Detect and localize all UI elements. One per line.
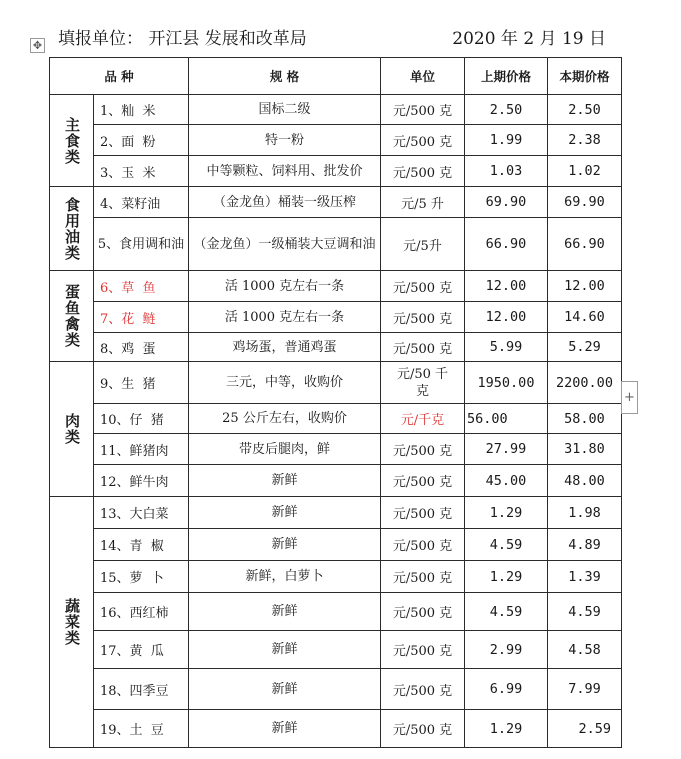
item-unit: 元/500 克 <box>381 434 465 465</box>
item-spec: 新鲜 <box>189 497 381 529</box>
item-unit: 元/500 克 <box>381 497 465 529</box>
report-header <box>58 24 618 50</box>
table-row <box>50 333 622 362</box>
item-spec: 新鲜 <box>189 669 381 710</box>
item-unit: 元/500 克 <box>381 561 465 593</box>
item-name: 13、大白菜 <box>94 497 189 529</box>
item-curr-price: 58.00 <box>548 404 622 434</box>
item-spec: 新鲜 <box>189 631 381 669</box>
item-curr-price: 1.39 <box>548 561 622 593</box>
item-unit: 元/500 克 <box>381 156 465 187</box>
table-row <box>50 497 622 529</box>
item-curr-price: 69.90 <box>548 187 622 218</box>
item-prev-price: 45.00 <box>465 465 548 497</box>
col-header-curr-price: 本期价格 <box>548 58 622 95</box>
item-curr-price: 5.29 <box>548 333 622 362</box>
item-prev-price: 12.00 <box>465 271 548 302</box>
item-prev-price: 2.50 <box>465 95 548 125</box>
item-spec: 鸡场蛋，普通鸡蛋 <box>189 333 381 362</box>
item-name: 10、仔 猪 <box>94 404 189 434</box>
col-header-spec: 规 格 <box>189 58 381 95</box>
table-row <box>50 465 622 497</box>
item-spec: （金龙鱼）一级桶装大豆调和油 <box>189 218 381 271</box>
item-unit: 元/500 克 <box>381 593 465 631</box>
item-spec: 新鲜 <box>189 465 381 497</box>
item-spec: （金龙鱼）桶装一级压榨 <box>189 187 381 218</box>
item-name: 8、鸡 蛋 <box>94 333 189 362</box>
item-prev-price: 5.99 <box>465 333 548 362</box>
item-unit: 元/500 克 <box>381 465 465 497</box>
item-prev-price: 66.90 <box>465 218 548 271</box>
reporting-unit <box>58 24 307 49</box>
col-header-prev-price: 上期价格 <box>465 58 548 95</box>
item-prev-price: 1950.00 <box>465 362 548 404</box>
item-name: 9、生 猪 <box>94 362 189 404</box>
item-unit: 元/千克 <box>381 404 465 434</box>
item-curr-price: 4.59 <box>548 593 622 631</box>
table-row <box>50 529 622 561</box>
item-unit: 元/500 克 <box>381 529 465 561</box>
item-curr-price: 66.90 <box>548 218 622 271</box>
item-unit: 元/50 千克 <box>381 362 465 404</box>
item-curr-price: 4.89 <box>548 529 622 561</box>
item-curr-price: 7.99 <box>548 669 622 710</box>
item-curr-price: 48.00 <box>548 465 622 497</box>
item-prev-price: 4.59 <box>465 593 548 631</box>
item-curr-price: 12.00 <box>548 271 622 302</box>
item-spec: 三元，中等，收购价 <box>189 362 381 404</box>
table-row <box>50 561 622 593</box>
item-spec: 新鲜，白萝卜 <box>189 561 381 593</box>
item-prev-price: 4.59 <box>465 529 548 561</box>
item-unit: 元/500 克 <box>381 125 465 156</box>
table-row <box>50 187 622 218</box>
reporting-unit-label: 填报单位： <box>58 29 143 49</box>
item-prev-price: 69.90 <box>465 187 548 218</box>
item-name: 6、草 鱼 <box>94 271 189 302</box>
item-name: 17、黄 瓜 <box>94 631 189 669</box>
item-curr-price: 2200.00 <box>548 362 622 404</box>
item-prev-price: 27.99 <box>465 434 548 465</box>
item-prev-price: 1.29 <box>465 561 548 593</box>
item-spec: 特一粉 <box>189 125 381 156</box>
item-prev-price: 1.29 <box>465 497 548 529</box>
category-staple: 主食类 <box>50 95 94 187</box>
item-unit: 元/500 克 <box>381 95 465 125</box>
item-name: 19、土 豆 <box>94 710 189 748</box>
table-row <box>50 593 622 631</box>
item-curr-price: 1.98 <box>548 497 622 529</box>
col-header-unit: 单位 <box>381 58 465 95</box>
item-spec: 中等颗粒、饲料用、批发价 <box>189 156 381 187</box>
item-unit: 元/500 克 <box>381 302 465 333</box>
category-vegetables: 蔬菜类 <box>50 497 94 748</box>
item-curr-price: 31.80 <box>548 434 622 465</box>
table-row <box>50 669 622 710</box>
item-unit: 元/500 克 <box>381 669 465 710</box>
item-spec: 带皮后腿肉，鲜 <box>189 434 381 465</box>
table-row <box>50 404 622 434</box>
table-row <box>50 271 622 302</box>
item-spec: 新鲜 <box>189 529 381 561</box>
item-unit: 元/500 克 <box>381 333 465 362</box>
report-date: 2020 年 2 月 19 日 <box>452 29 606 49</box>
item-unit: 元/500 克 <box>381 710 465 748</box>
item-unit: 元/500 克 <box>381 631 465 669</box>
item-spec: 新鲜 <box>189 593 381 631</box>
table-row <box>50 125 622 156</box>
table-row <box>50 631 622 669</box>
item-prev-price: 1.99 <box>465 125 548 156</box>
item-curr-price: 2.38 <box>548 125 622 156</box>
item-unit: 元/500 克 <box>381 271 465 302</box>
item-curr-price: 4.58 <box>548 631 622 669</box>
item-name: 14、青 椒 <box>94 529 189 561</box>
item-name: 7、花 鲢 <box>94 302 189 333</box>
item-spec: 新鲜 <box>189 710 381 748</box>
item-name: 16、西红柿 <box>94 593 189 631</box>
item-name: 4、菜籽油 <box>94 187 189 218</box>
table-row <box>50 218 622 271</box>
item-curr-price: 1.02 <box>548 156 622 187</box>
item-name: 2、面 粉 <box>94 125 189 156</box>
reporting-unit-name: 开江县 发展和改革局 <box>148 29 307 49</box>
item-name: 15、萝 卜 <box>94 561 189 593</box>
table-row <box>50 434 622 465</box>
item-spec: 活 1000 克左右一条 <box>189 271 381 302</box>
col-header-variety: 品 种 <box>50 58 189 95</box>
plus-icon[interactable]: + <box>621 381 638 414</box>
table-row <box>50 710 622 748</box>
item-name: 3、玉 米 <box>94 156 189 187</box>
category-oil: 食用油类 <box>50 187 94 271</box>
table-row <box>50 302 622 333</box>
item-prev-price: 12.00 <box>465 302 548 333</box>
item-curr-price: 2.50 <box>548 95 622 125</box>
item-curr-price: 14.60 <box>548 302 622 333</box>
item-prev-price: 2.99 <box>465 631 548 669</box>
item-prev-price: 1.03 <box>465 156 548 187</box>
item-spec: 国标二级 <box>189 95 381 125</box>
item-spec: 25 公斤左右，收购价 <box>189 404 381 434</box>
table-row <box>50 156 622 187</box>
item-spec: 活 1000 克左右一条 <box>189 302 381 333</box>
item-prev-price: 6.99 <box>465 669 548 710</box>
item-prev-price: 1.29 <box>465 710 548 748</box>
table-row <box>50 95 622 125</box>
table-row <box>50 362 622 404</box>
item-prev-price: 56.00 <box>465 404 548 434</box>
item-unit: 元/5 升 <box>381 187 465 218</box>
item-name: 1、籼 米 <box>94 95 189 125</box>
category-meat: 肉类 <box>50 362 94 497</box>
item-unit: 元/5升 <box>381 218 465 271</box>
item-name: 18、四季豆 <box>94 669 189 710</box>
item-name: 12、鲜牛肉 <box>94 465 189 497</box>
item-curr-price: 2.59 <box>548 710 622 748</box>
move-arrows-icon[interactable]: ✥ <box>30 38 45 53</box>
table-header-row <box>50 58 622 95</box>
item-name: 5、食用调和油 <box>94 218 189 271</box>
price-table <box>49 57 622 748</box>
item-name: 11、鲜猪肉 <box>94 434 189 465</box>
category-egg-fish-poultry: 蛋鱼禽类 <box>50 271 94 362</box>
